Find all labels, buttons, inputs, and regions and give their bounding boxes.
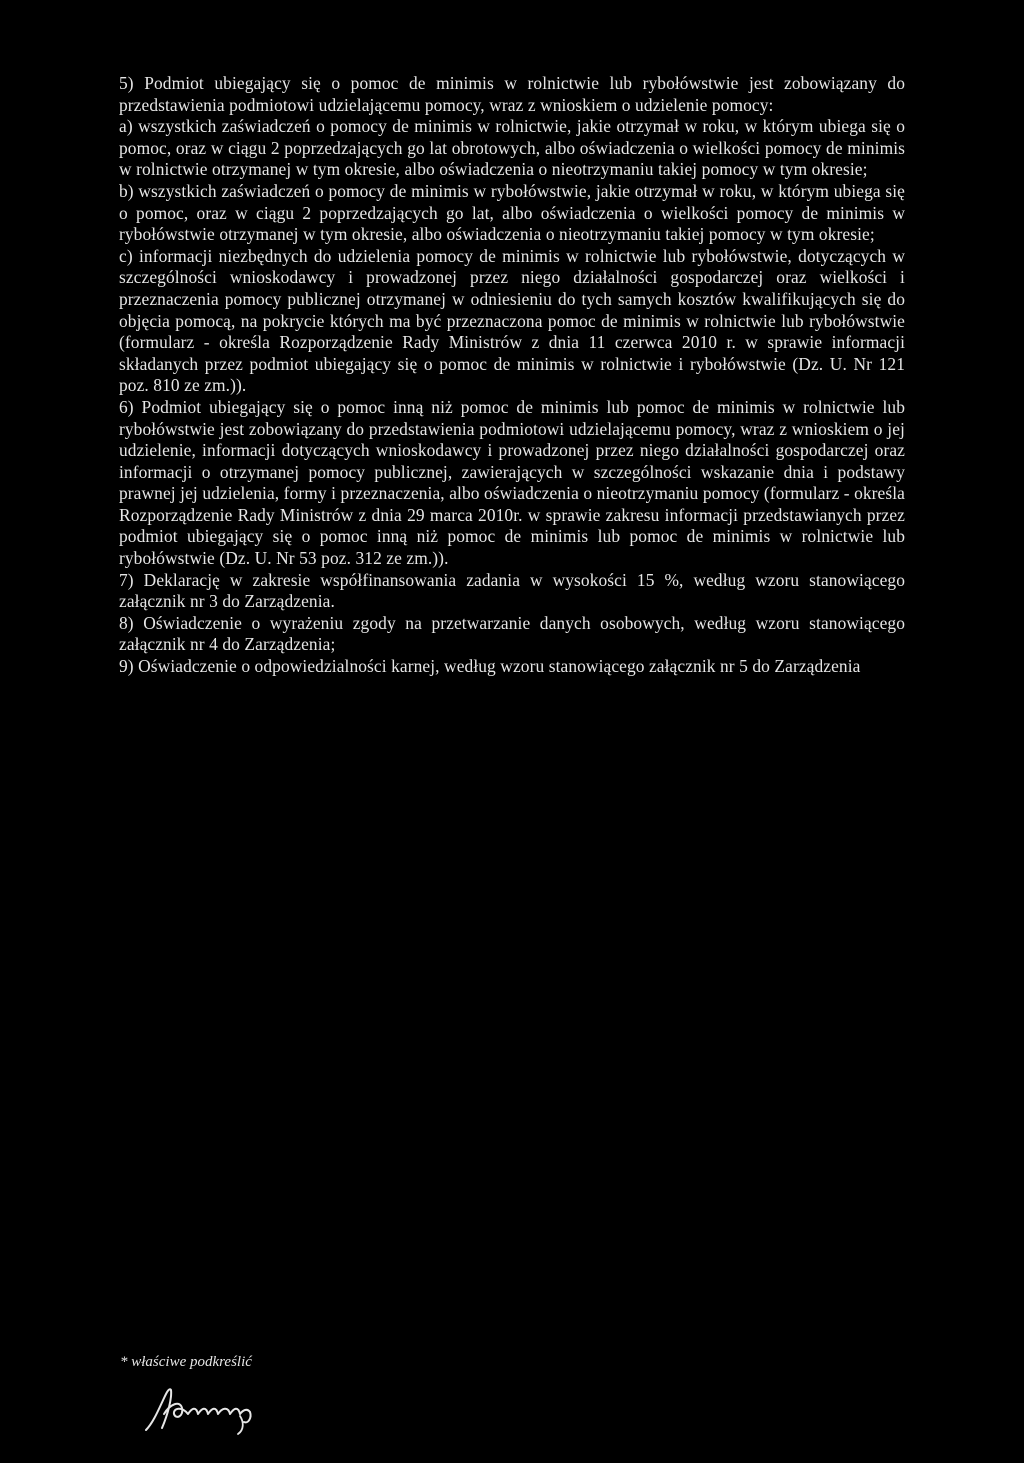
paragraph-8: 8) Oświadczenie o wyrażeniu zgody na przetwarzanie danych osobowych, według wzoru stanowiącego załącznik nr 4 do Zarządzenia; (119, 612, 905, 655)
paragraph-5b: b) wszystkich zaświadczeń o pomocy de minimis w rybołówstwie, jakie otrzymał w roku, w którym ubiega się o pomoc, oraz w ciągu 2 poprzedzających go lat, albo oświadczenia o wielkości pomocy de minimis w rybołówstwie otrzymanej w tym okresie, albo oświadczenia o nieotrzymaniu takiej pomocy w tym okresie; (119, 180, 905, 245)
paragraph-5: 5) Podmiot ubiegający się o pomoc de minimis w rolnictwie lub rybołówstwie jest zobowiązany do przedstawienia podmiotowi udzielającemu pomocy, wraz z wnioskiem o udzielenie pomocy: (119, 73, 905, 115)
paragraph-5a: a) wszystkich zaświadczeń o pomocy de minimis w rolnictwie, jakie otrzymał w roku, w którym ubiega się o pomoc, oraz w ciągu 2 poprzedzających go lat obrotowych, albo oświadczenia o wielkości pomocy de minimis w rolnictwie otrzymanej w tym okresie, albo oświadczenia o nieotrzymaniu takiej pomocy w tym okresie; (119, 116, 905, 180)
document-body (119, 73, 905, 678)
paragraph-7: 7) Deklarację w zakresie współfinansowania zadania w wysokości 15 %, według wzoru stanowiącego załącznik nr 3 do Zarządzenia. (119, 569, 905, 612)
paragraph-9: 9) Oświadczenie o odpowiedzialności karnej, według wzoru stanowiącego załącznik nr 5 do Zarządzenia (119, 656, 861, 677)
handwritten-signature (140, 1378, 280, 1438)
paragraph-6: 6) Podmiot ubiegający się o pomoc inną niż pomoc de minimis lub pomoc de minimis w rolnictwie lub rybołówstwie jest zobowiązany do przedstawienia podmiotowi udzielającemu pomocy, wraz z wnioskiem o jej udzielenie, informacji dotyczących wnioskodawcy i prowadzonej przez niego działalności gospodarczej oraz informacji o otrzymanej pomocy publicznej, zawierających w szczególności wskazanie dnia i podstawy prawnej jej udzielenia, formy i przeznaczenia, albo oświadczenia o nieotrzymaniu pomocy (formularz - określa Rozporządzenie Rady Ministrów z dnia 29 marca 2010r. w sprawie zakresu informacji przedstawianych przez podmiot ubiegający się o pomoc inną niż pomoc de minimis lub pomoc de minimis w rolnictwie lub rybołówstwie (Dz. U. Nr 53 poz. 312 ze zm.)). (119, 396, 905, 569)
paragraph-5c: c) informacji niezbędnych do udzielenia pomocy de minimis w rolnictwie lub rybołówstwie, dotyczących w szczególności wnioskodawcy i prowadzonej przez niego działalności gospodarczej oraz wielkości i przeznaczenia pomocy publicznej otrzymanej w odniesieniu do tych samych kosztów kwalifikujących się do objęcia pomocą, na pokrycie których ma być przeznaczona pomoc de minimis w rolnictwie lub rybołówstwie (formularz - określa Rozporządzenie Rady Ministrów z dnia 11 czerwca 2010 r. w sprawie informacji składanych przez podmiot ubiegający się o pomoc de minimis w rolnictwie i rybołówstwie (Dz. U. Nr 121 poz. 810 ze zm.)). (119, 245, 905, 396)
footnote: * właściwe podkreślić (120, 1354, 252, 1370)
